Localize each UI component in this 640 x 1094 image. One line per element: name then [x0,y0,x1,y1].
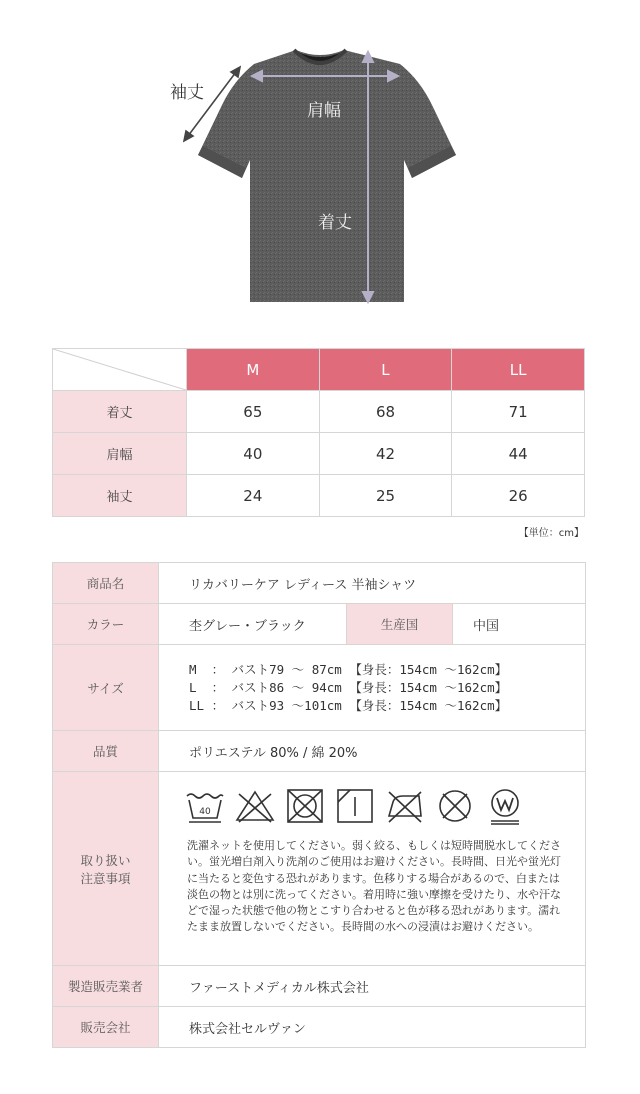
cell-value: 42 [319,433,452,475]
table-row [53,645,586,731]
product-name-value: リカバリーケア レディース 半袖シャツ [159,563,586,604]
cell-value: 40 [187,433,320,475]
diagonal-line [53,349,186,390]
table-row [53,391,585,433]
cell-value: 25 [319,475,452,517]
no-tumble-dry-icon [283,786,327,826]
no-dry-clean-icon [433,786,477,826]
wash-40-icon [183,786,227,826]
cell-value: 71 [452,391,585,433]
care-header [53,772,159,966]
size-line-ll: LL ： バスト93 ～101cm 【身長：154cm ～162cm】 [189,697,508,713]
unit-note: 【単位：cm】 [518,528,584,539]
table-row [53,966,586,1007]
tshirt-illustration [0,0,640,320]
row-header: 肩幅 [53,433,187,475]
sleeve-length-label: 袖丈 [170,83,204,103]
manufacturer-value: ファーストメディカル株式会社 [159,966,586,1007]
size-line-l: L ： バスト86 ～ 94cm 【身長：154cm ～162cm】 [189,679,508,695]
color-value: 杢グレー・ブラック [159,604,347,645]
care-content [159,772,586,966]
cell-value: 44 [452,433,585,475]
size-values [159,645,586,731]
no-bleach-icon [233,786,277,826]
table-row [53,772,586,966]
table-row [53,1007,586,1048]
seller-value: 株式会社セルヴァン [159,1007,586,1048]
row-header: 着丈 [53,391,187,433]
size-table-header [53,349,585,391]
spec-table [52,562,586,1048]
size-header: サイズ [53,645,159,731]
origin-value: 中国 [453,604,586,645]
no-iron-icon [383,786,427,826]
cell-value: 26 [452,475,585,517]
table-row [53,731,586,772]
size-col-m: M [187,349,320,391]
seller-header: 販売会社 [53,1007,159,1048]
shirt-diagram [0,0,640,320]
shoulder-width-label: 肩幅 [307,101,341,121]
wet-clean-icon [483,786,527,826]
table-row [53,475,585,517]
care-icons [159,772,585,826]
table-row [53,563,586,604]
material-header: 品質 [53,731,159,772]
size-table [52,348,585,517]
body-length-label: 着丈 [318,213,352,233]
origin-header: 生産国 [347,604,453,645]
size-col-ll: LL [452,349,585,391]
row-header: 袖丈 [53,475,187,517]
care-header-line1: 取り扱い [80,852,131,868]
cell-value: 68 [319,391,452,433]
line-dry-shade-icon [333,786,377,826]
size-line-m: M ： バスト79 ～ 87cm 【身長：154cm ～162cm】 [189,661,508,677]
size-col-l: L [319,349,452,391]
manufacturer-header: 製造販売業者 [53,966,159,1007]
product-name-header: 商品名 [53,563,159,604]
table-row [53,604,586,645]
cell-value: 65 [187,391,320,433]
table-row [53,433,585,475]
care-instructions: 洗濯ネットを使用してください。弱く絞る、もしくは短時間脱水してください。蛍光増白剤入り洗剤のご使用はお避けください。長時間、日光や蛍光灯に当たると変色する恐れがあります。色移りする場合があるので、白または淡色の物とは別に洗ってください。着用時に強い摩擦を受けたり、水や汗などで湿った状態で他の物とこすり合わせると色が移る恐れがあります。濡れたまま放置しないでください。長時間の水への浸漬はお避けください。 [187,839,561,934]
cell-value: 24 [187,475,320,517]
color-header: カラー [53,604,159,645]
corner-cell [53,349,187,391]
wash-temp: 40 [199,807,211,817]
care-header-line2: 注意事項 [80,870,131,886]
material-value: ポリエステル 80% / 綿 20% [159,731,586,772]
